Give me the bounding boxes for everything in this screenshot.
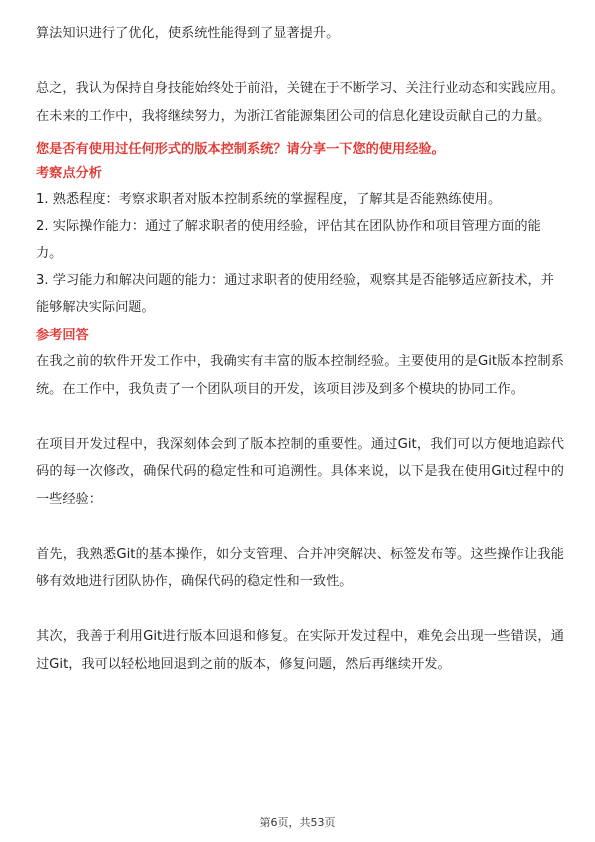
- answer-paragraph: 其次，我善于利用Git进行版本回退和修复。在实际开发过程中，难免会出现一些错误，通过Git，我可以轻松地回退到之前的版本，修复问题，然后再继续开发。: [36, 629, 564, 672]
- paragraph-gap: [36, 596, 564, 624]
- paragraph-gap: [36, 403, 564, 431]
- analysis-item: 3. 学习能力和解决问题的能力：通过求职者的使用经验，观察其是否能够适应新技术，并能够解决实际问题。: [36, 273, 554, 315]
- answer-paragraph: 在我之前的软件开发工作中，我确实有丰富的版本控制经验。主要使用的是Git版本控制系统。在工作中，我负责了一个团队项目的开发，该项目涉及到多个模块的协同工作。: [36, 354, 564, 397]
- paragraph-gap: [36, 48, 564, 76]
- paragraph-gap: [36, 513, 564, 541]
- page-number: 第6页，共53页: [259, 816, 336, 829]
- answer-title: 参考回答: [36, 328, 89, 343]
- intro-paragraph: 算法知识进行了优化，使系统性能得到了显著提升。: [36, 26, 340, 41]
- intro-paragraph: 总之，我认为保持自身技能始终处于前沿，关键在于不断学习、关注行业动态和实践应用。在未来的工作中，我将继续努力，为浙江省能源集团公司的信息化建设贡献自己的力量。: [36, 81, 564, 124]
- analysis-title: 考察点分析: [36, 166, 102, 181]
- analysis-item: 2. 实际操作能力：通过了解求职者的使用经验，评估其在团队协作和项目管理方面的能力。: [36, 219, 541, 261]
- question-heading: 您是否有使用过任何形式的版本控制系统？请分享一下您的使用经验。: [36, 142, 445, 157]
- answer-paragraph: 首先，我熟悉Git的基本操作，如分支管理、合并冲突解决、标签发布等。这些操作让我能够有效地进行团队协作，确保代码的稳定性和一致性。: [36, 546, 564, 589]
- analysis-item: 1. 熟悉程度：考察求职者对版本控制系统的掌握程度，了解其是否能熟练使用。: [36, 192, 502, 207]
- answer-paragraph: 在项目开发过程中，我深刻体会到了版本控制的重要性。通过Git，我们可以方便地追踪代码的每一次修改，确保代码的稳定性和可追溯性。具体来说，以下是我在使用Git过程中的一些经验：: [36, 436, 564, 507]
- document-page: [36, 20, 564, 678]
